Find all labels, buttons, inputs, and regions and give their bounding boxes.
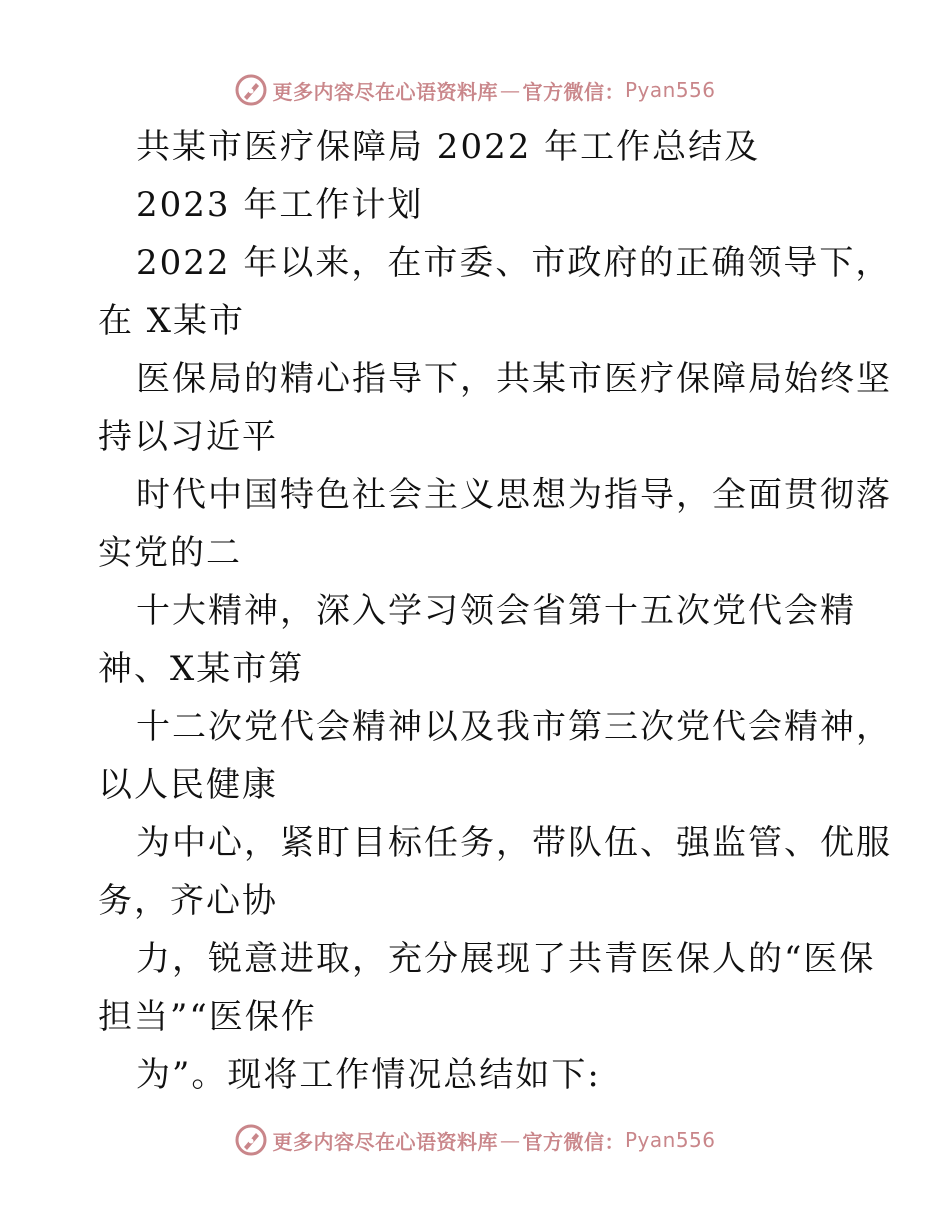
watermark-header: [0, 70, 950, 110]
watermark-text: 更多内容尽在心语资料库: [272, 1129, 498, 1154]
watermark-footer: [0, 1120, 950, 1160]
paragraph-line: 担当”“医保作: [98, 997, 317, 1037]
paragraph-line: 2022 年以来，在市委、市政府的正确领导下，: [136, 243, 892, 283]
pen-nib-logo-icon: [234, 73, 268, 107]
paragraph-line: 力，锐意进取，充分展现了共青医保人的“医保: [136, 939, 876, 979]
paragraph-line: 十二次党代会精神以及我市第三次党代会精神，: [136, 707, 892, 747]
watermark-text: 更多内容尽在心语资料库: [272, 79, 498, 104]
watermark-contact: 官方微信：: [522, 79, 625, 104]
paragraph-line: 以人民健康: [98, 765, 278, 805]
watermark-wechat-id: Pyan556: [624, 1128, 716, 1152]
paragraph-line: 时代中国特色社会主义思想为指导，全面贯彻落: [136, 475, 892, 515]
document-body: [98, 118, 892, 1104]
paragraph-line: 神、X某市第: [98, 649, 305, 689]
watermark-separator: —: [499, 1128, 521, 1152]
paragraph-line: 在 X某市: [98, 301, 246, 341]
paragraph-line: 十大精神，深入学习领会省第十五次党代会精: [136, 591, 856, 631]
paragraph-line: 持以习近平: [98, 417, 278, 457]
paragraph-line: 医保局的精心指导下，共某市医疗保障局始终坚: [136, 359, 892, 399]
watermark-separator: —: [499, 78, 521, 102]
paragraph-line: 务，齐心协: [98, 881, 278, 921]
paragraph-line: 为中心，紧盯目标任务，带队伍、强监管、优服: [136, 823, 892, 863]
watermark-wechat-id: Pyan556: [624, 78, 716, 102]
pen-nib-logo-icon: [234, 1123, 268, 1157]
paragraph-line: 为”。现将工作情况总结如下:: [136, 1055, 601, 1095]
watermark-contact: 官方微信：: [522, 1129, 625, 1154]
paragraph-line: 实党的二: [98, 533, 242, 573]
title-line-1: 共某市医疗保障局 2022 年工作总结及: [136, 127, 761, 167]
title-line-2: 2023 年工作计划: [136, 185, 424, 225]
